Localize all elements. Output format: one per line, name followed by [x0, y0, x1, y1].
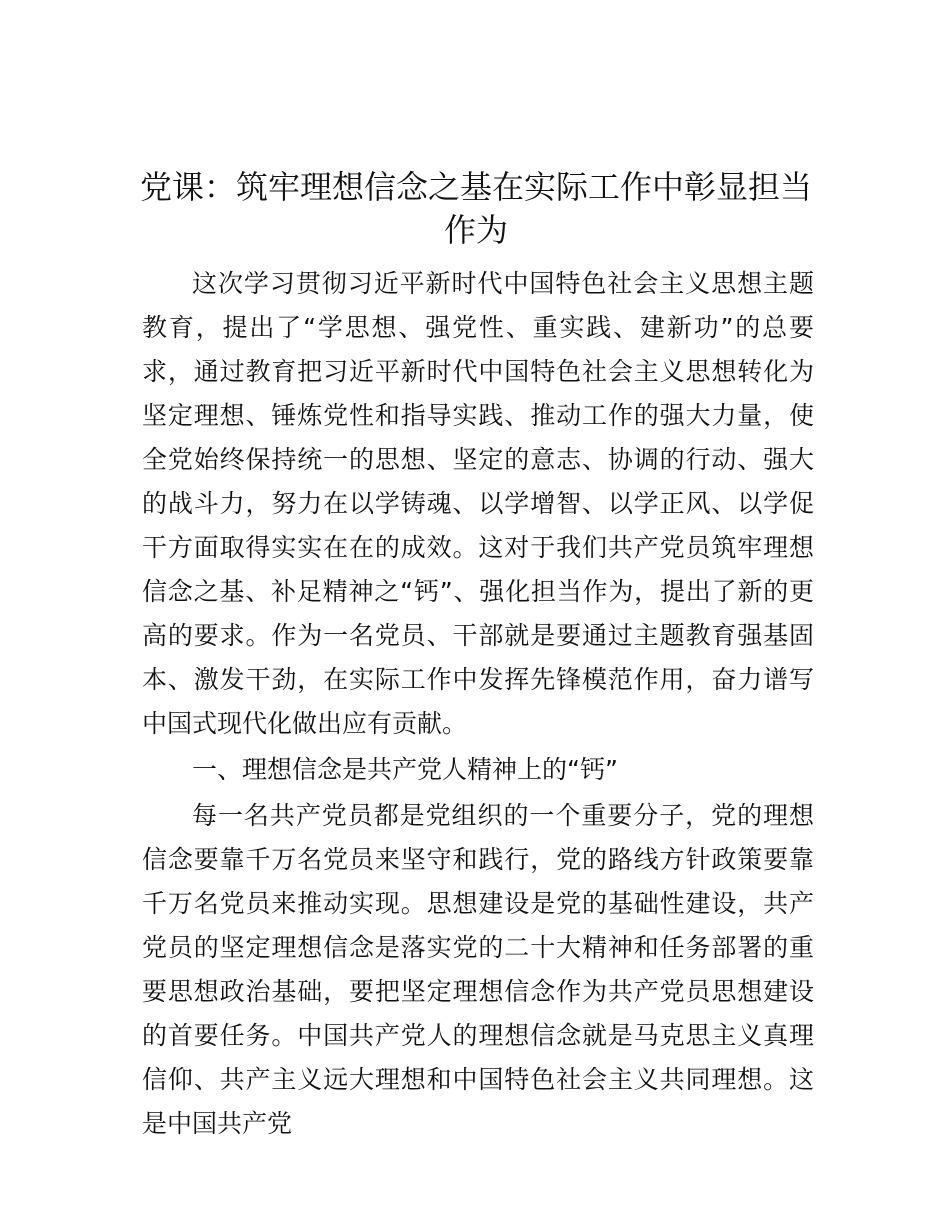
document-title: 党课：筑牢理想信念之基在实际工作中彰显担当作为 — [140, 168, 813, 249]
document-body — [142, 262, 814, 1146]
intro-paragraph: 这次学习贯彻习近平新时代中国特色社会主义思想主题教育，提出了“学思想、强党性、重实践、建新功”的总要求，通过教育把习近平新时代中国特色社会主义思想转化为坚定理想、锤炼党性和指导实践、推动工作的强大力量，使全党始终保持统一的思想、坚定的意志、协调的行动、强大的战斗力，努力在以学铸魂、以学增智、以学正风、以学促干方面取得实实在在的成效。这对于我们共产党员筑牢理想信念之基、补足精神之“钙”、强化担当作为，提出了新的更高的要求。作为一名党员、干部就是要通过主题教育强基固本、激发干劲，在实际工作中发挥先锋模范作用，奋力谱写中国式现代化做出应有贡献。 — [142, 269, 814, 738]
section-heading: 一、理想信念是共产党人精神上的“钙” — [192, 755, 618, 784]
section-paragraph: 每一名共产党员都是党组织的一个重要分子，党的理想信念要靠千万名党员来坚守和践行，党的路线方针政策要靠千万名党员来推动实现。思想建设是党的基础性建设，共产党员的坚定理想信念是落实党的二十大精神和任务部署的重要思想政治基础，要把坚定理想信念作为共产党员思想建设的首要任务。中国共产党人的理想信念就是马克思主义真理信仰、共产主义远大理想和中国特色社会主义共同理想。这是中国共产党 — [142, 801, 814, 1138]
